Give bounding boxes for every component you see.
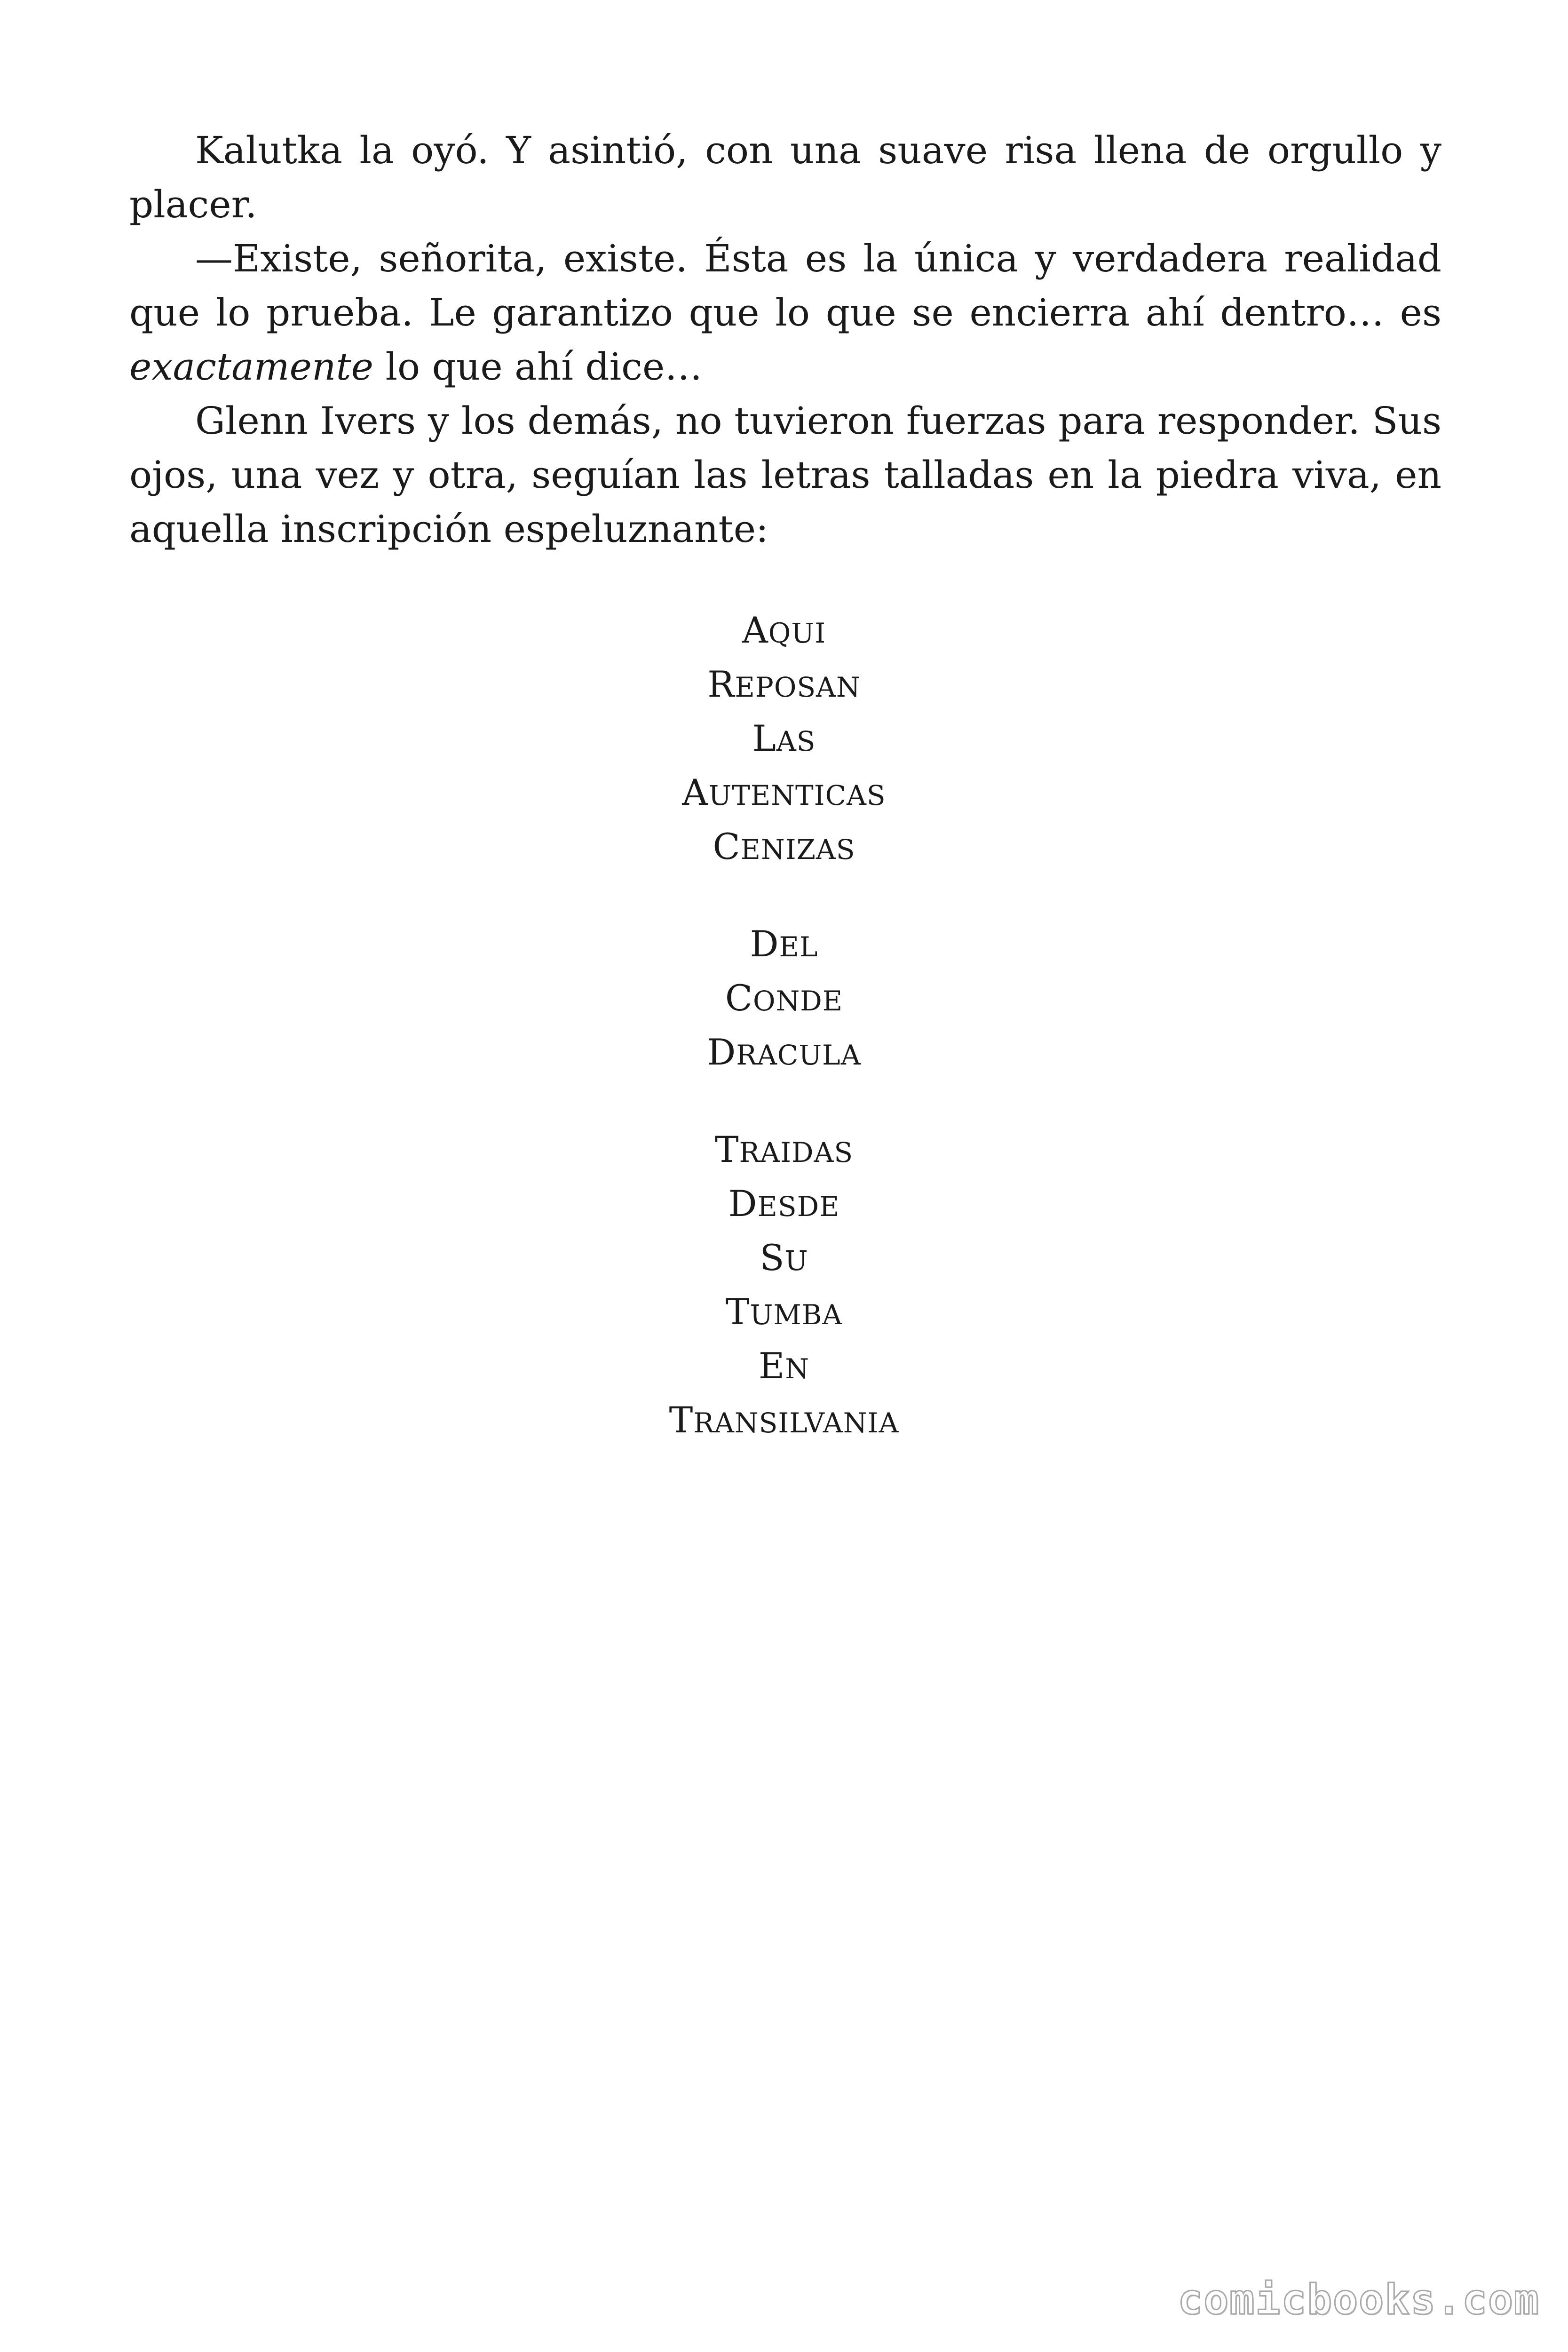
inscription-line: REPOSAN <box>707 663 861 705</box>
watermark: comicbooks.com <box>1178 2275 1540 2324</box>
paragraph-2: —Existe, señorita, existe. Ésta es la única y verdadera realidad que lo prueba. Le garantizo que lo que se encierra ahí dentro… es exactamente lo que ahí dice… <box>129 237 1441 389</box>
inscription-line: DESDE <box>728 1183 840 1224</box>
inscription-stanza-1 <box>0 603 1568 874</box>
inscription-line: DEL <box>750 923 818 965</box>
inscription-line: CENIZAS <box>713 826 855 867</box>
inscription-stanza-2 <box>0 917 1568 1079</box>
tomb-inscription <box>0 603 1568 1490</box>
inscription-line: CONDE <box>725 977 843 1019</box>
inscription-line: EN <box>758 1345 810 1387</box>
body-text <box>129 123 1441 556</box>
paragraph-3: Glenn Ivers y los demás, no tuvieron fuerzas para responder. Sus ojos, una vez y otra, seguían las letras talladas en la piedra viva, en aquella inscripción espeluznante: <box>129 399 1441 551</box>
emphasis-word: exactamente <box>129 345 374 389</box>
paragraph-1: Kalutka la oyó. Y asintió, con una suave risa llena de orgullo y placer. <box>129 128 1441 226</box>
inscription-line: TRANSILVANIA <box>669 1399 899 1441</box>
inscription-line: SU <box>760 1237 808 1279</box>
inscription-stanza-3 <box>0 1122 1568 1447</box>
inscription-line: AUTENTICAS <box>682 771 886 813</box>
inscription-line: TUMBA <box>725 1291 843 1333</box>
inscription-line: AQUI <box>742 609 826 651</box>
inscription-line: TRAIDAS <box>714 1128 854 1170</box>
inscription-line: LAS <box>752 717 816 759</box>
inscription-line: DRACULA <box>707 1031 861 1073</box>
